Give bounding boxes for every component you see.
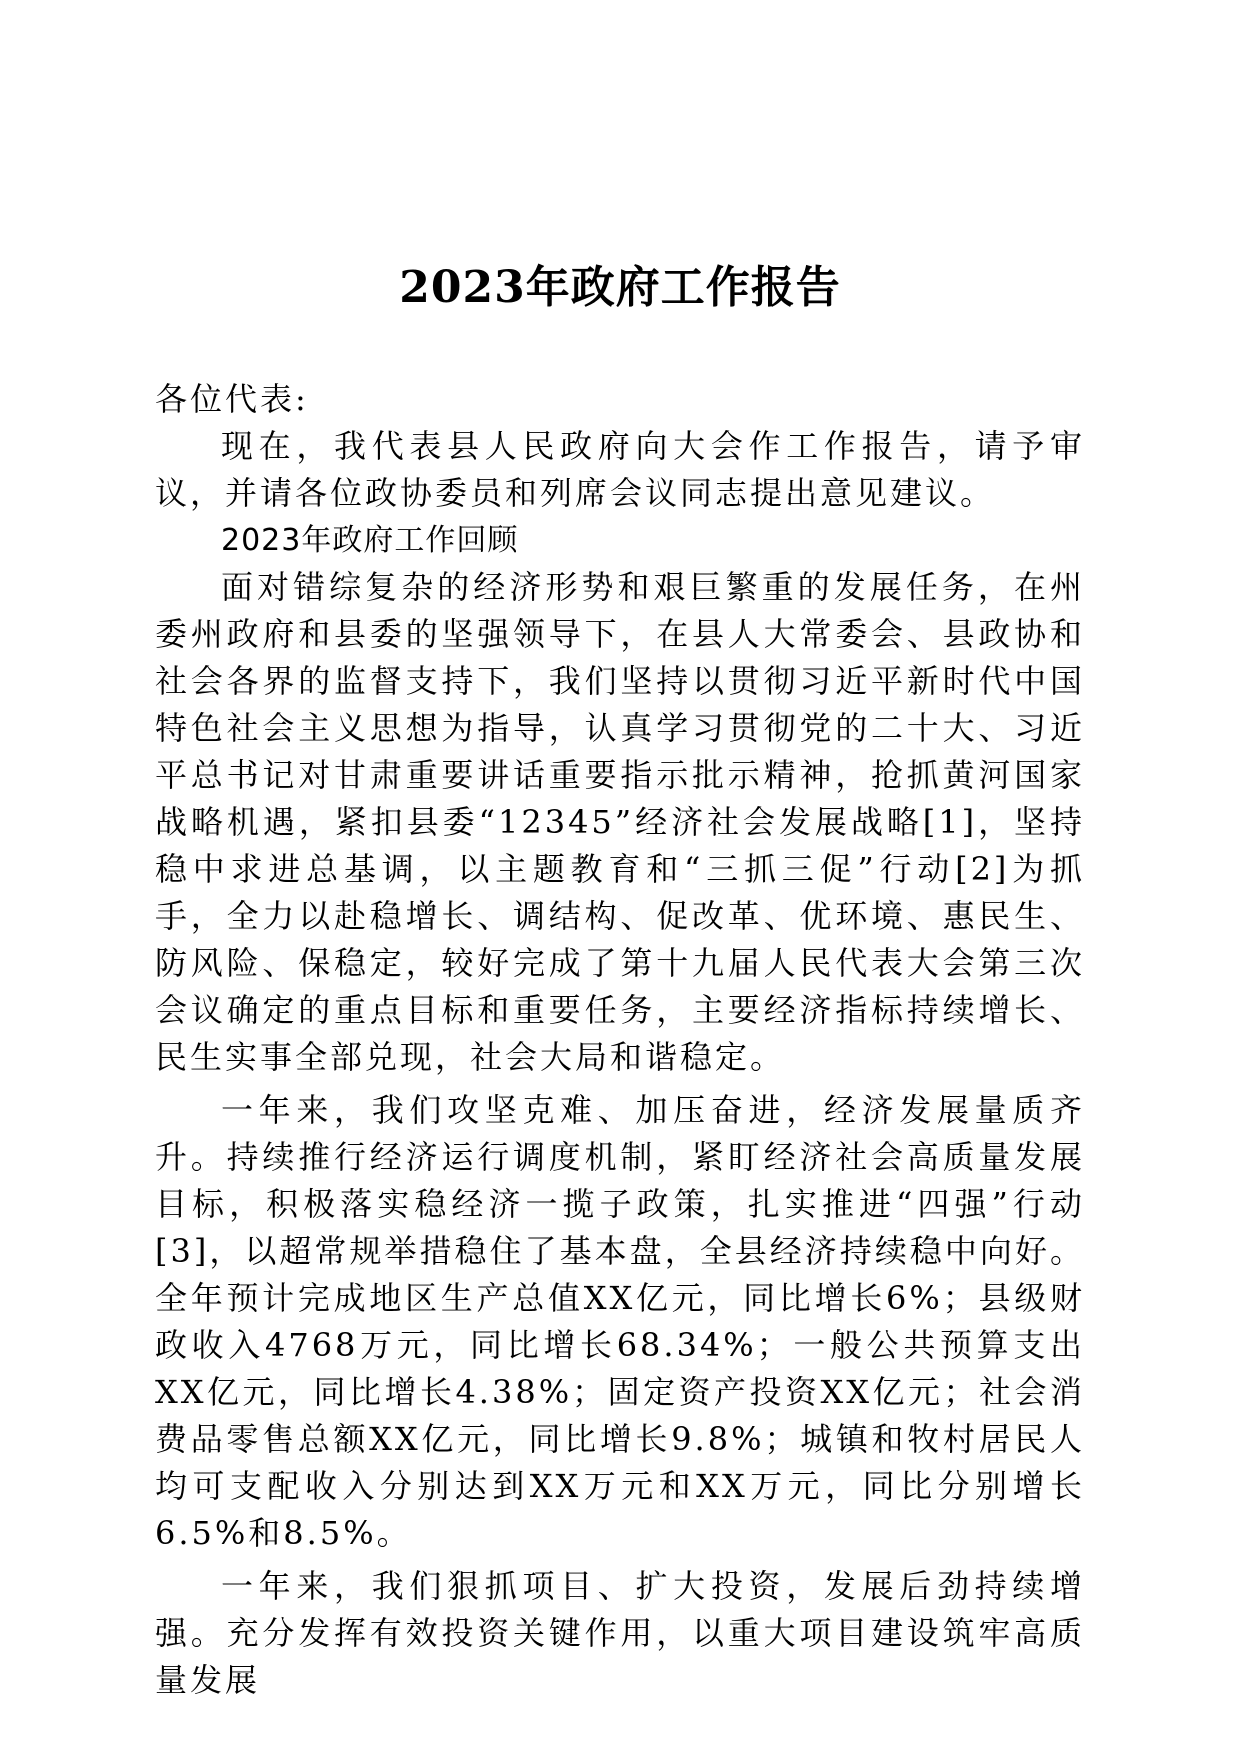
opening-paragraph: 现在，我代表县人民政府向大会作工作报告，请予审议，并请各位政协委员和列席会议同志提出意见建议。 [155,427,1085,512]
paragraph-investment: 一年来，我们狠抓项目、扩大投资，发展后劲持续增强。充分发挥有效投资关键作用，以重大项目建设筑牢高质量发展 [155,1567,1085,1699]
paragraph-economy: 一年来，我们攻坚克难、加压奋进，经济发展量质齐升。持续推行经济运行调度机制，紧盯经济社会高质量发展目标，积极落实稳经济一揽子政策，扎实推进“四强”行动[3]，以超常规举措稳住了基本盘，全县经济持续稳中向好。全年预计完成地区生产总值XX亿元，同比增长6%；县级财政收入4768万元，同比增长68.34%；一般公共预算支出XX亿元，同比增长4.38%；固定资产投资XX亿元；社会消费品零售总额XX亿元，同比增长9.8%；城镇和牧村居民人均可支配收入分别达到XX万元和XX万元，同比分别增长6.5%和8.5%。 [155,1091,1085,1552]
salutation: 各位代表: [155,380,309,418]
paragraph-overview: 面对错综复杂的经济形势和艰巨繁重的发展任务，在州委州政府和县委的坚强领导下，在县人大常委会、县政协和社会各界的监督支持下，我们坚持以贯彻习近平新时代中国特色社会主义思想为指导，认真学习贯彻党的二十大、习近平总书记对甘肃重要讲话重要指示批示精神，抢抓黄河国家战略机遇，紧扣县委“12345”经济社会发展战略[1]，坚持稳中求进总基调，以主题教育和“三抓三促”行动[2]为抓手，全力以赴稳增长、调结构、促改革、优环境、惠民生、防风险、保稳定，较好完成了第十九届人民代表大会第三次会议确定的重点目标和重要任务，主要经济指标持续增长、民生实事全部兑现，社会大局和谐稳定。 [155,568,1085,1076]
document-body [155,376,1085,1704]
document-title: 2023年政府工作报告 [399,262,841,313]
section-heading: 2023年政府工作回顾 [221,523,519,558]
